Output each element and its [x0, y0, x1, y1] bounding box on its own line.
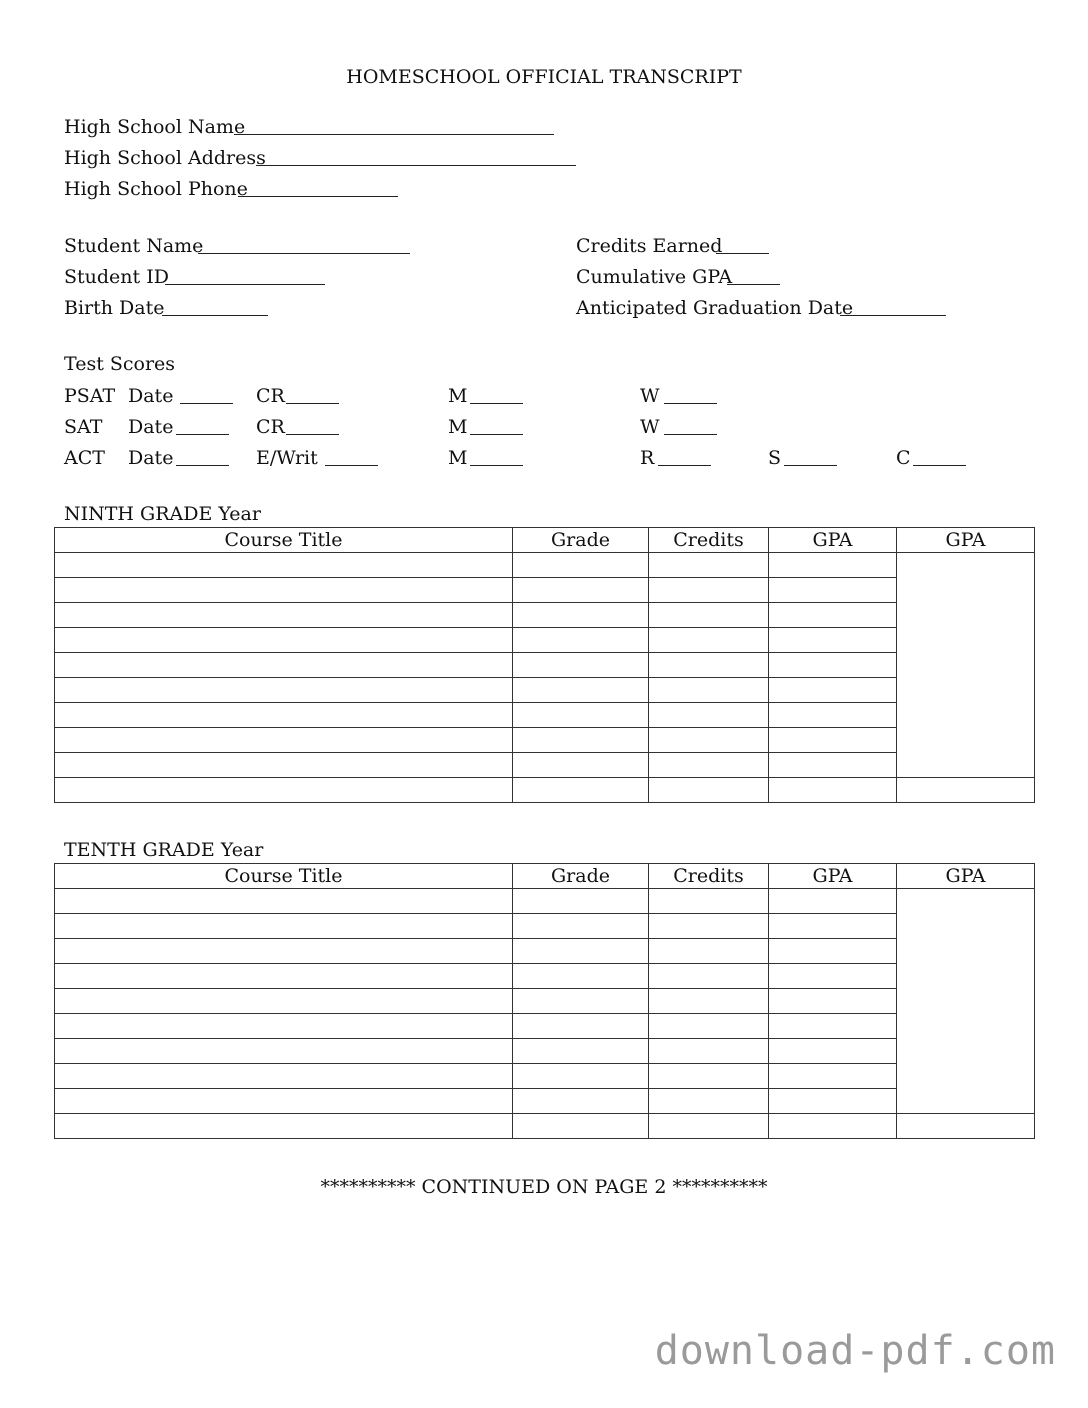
table-row — [55, 1039, 1035, 1064]
course-cell[interactable] — [55, 778, 513, 803]
credits-cell[interactable] — [649, 889, 769, 914]
credits-cell[interactable] — [649, 1064, 769, 1089]
grade-cell[interactable] — [513, 1039, 649, 1064]
table-row — [55, 1064, 1035, 1089]
act-r-label: R — [640, 447, 655, 469]
table-row — [55, 1014, 1035, 1039]
page-title: HOMESCHOOL OFFICIAL TRANSCRIPT — [346, 66, 742, 88]
cumulative-gpa-field[interactable] — [727, 284, 780, 285]
table-row — [55, 728, 1035, 753]
course-cell[interactable] — [55, 678, 513, 703]
ninth-grade-table — [54, 527, 1035, 803]
credits-cell[interactable] — [649, 1114, 769, 1139]
gpa-cell[interactable] — [769, 778, 897, 803]
gpa-cell[interactable] — [769, 989, 897, 1014]
table-header-row — [55, 864, 1035, 889]
psat-cr-label: CR — [256, 385, 285, 407]
grade-cell[interactable] — [513, 653, 649, 678]
column-header-gpa: GPA — [769, 864, 897, 889]
credits-cell[interactable] — [649, 578, 769, 603]
credits-cell[interactable] — [649, 553, 769, 578]
table-row — [55, 653, 1035, 678]
course-cell[interactable] — [55, 628, 513, 653]
gpa-cell[interactable] — [769, 728, 897, 753]
gpa-cell[interactable] — [769, 1089, 897, 1114]
course-cell[interactable] — [55, 753, 513, 778]
course-cell[interactable] — [55, 553, 513, 578]
birth-date-field[interactable] — [162, 315, 268, 316]
table-row — [55, 889, 1035, 914]
table-row — [55, 703, 1035, 728]
grade-cell[interactable] — [513, 603, 649, 628]
student-id-label: Student ID — [64, 266, 169, 288]
sat-date-label: Date — [128, 416, 174, 438]
column-header-gpa-total: GPA — [897, 528, 1035, 553]
gpa-cell[interactable] — [769, 653, 897, 678]
sat-m-field[interactable] — [470, 434, 523, 435]
sat-cr-field[interactable] — [286, 434, 339, 435]
gpa-cell[interactable] — [769, 939, 897, 964]
table-row — [55, 753, 1035, 778]
gpa-cell[interactable] — [769, 1114, 897, 1139]
credits-earned-label: Credits Earned — [576, 235, 723, 257]
table-header-row — [55, 528, 1035, 553]
table-row — [55, 678, 1035, 703]
grade-cell[interactable] — [513, 678, 649, 703]
table-row — [55, 1089, 1035, 1114]
column-header-course-title: Course Title — [55, 864, 513, 889]
gpa-cell[interactable] — [769, 678, 897, 703]
school-name-label: High School Name — [64, 116, 246, 138]
student-name-label: Student Name — [64, 235, 204, 257]
gpa-cell[interactable] — [769, 964, 897, 989]
credits-cell[interactable] — [649, 964, 769, 989]
credits-cell[interactable] — [649, 914, 769, 939]
grade-cell[interactable] — [513, 1114, 649, 1139]
column-header-credits: Credits — [649, 528, 769, 553]
ninth-grade-heading: NINTH GRADE Year — [64, 503, 261, 525]
continued-note: ********** CONTINUED ON PAGE 2 ********** — [320, 1176, 768, 1198]
psat-cr-field[interactable] — [286, 403, 339, 404]
sat-date-field[interactable] — [176, 434, 229, 435]
graduation-date-field[interactable] — [840, 315, 946, 316]
psat-date-field[interactable] — [180, 403, 233, 404]
course-cell[interactable] — [55, 1039, 513, 1064]
act-s-field[interactable] — [784, 465, 837, 466]
credits-cell[interactable] — [649, 728, 769, 753]
grade-cell[interactable] — [513, 553, 649, 578]
grade-cell[interactable] — [513, 989, 649, 1014]
course-cell[interactable] — [55, 1064, 513, 1089]
course-cell[interactable] — [55, 728, 513, 753]
grade-cell[interactable] — [513, 1089, 649, 1114]
psat-w-label: W — [640, 385, 660, 407]
table-row-total — [55, 778, 1035, 803]
gpa-total-cell[interactable] — [897, 778, 1035, 803]
act-ewrit-field[interactable] — [325, 465, 378, 466]
graduation-date-label: Anticipated Graduation Date — [576, 297, 854, 319]
table-row — [55, 553, 1035, 578]
credits-cell[interactable] — [649, 939, 769, 964]
gpa-cell[interactable] — [769, 1064, 897, 1089]
gpa-cell[interactable] — [769, 703, 897, 728]
grade-cell[interactable] — [513, 939, 649, 964]
psat-date-label: Date — [128, 385, 174, 407]
gpa-cell[interactable] — [769, 753, 897, 778]
course-cell[interactable] — [55, 964, 513, 989]
credits-cell[interactable] — [649, 1089, 769, 1114]
table-row — [55, 939, 1035, 964]
credits-cell[interactable] — [649, 1014, 769, 1039]
gpa-cell[interactable] — [769, 914, 897, 939]
school-phone-label: High School Phone — [64, 178, 248, 200]
column-header-course-title: Course Title — [55, 528, 513, 553]
grade-cell[interactable] — [513, 914, 649, 939]
gpa-total-area — [897, 553, 1035, 778]
act-ewrit-label: E/Writ — [256, 447, 318, 469]
sat-w-label: W — [640, 416, 660, 438]
act-s-label: S — [768, 447, 782, 469]
grade-cell[interactable] — [513, 703, 649, 728]
table-row — [55, 964, 1035, 989]
watermark: download-pdf.com — [654, 1328, 1056, 1374]
table-row — [55, 628, 1035, 653]
gpa-cell[interactable] — [769, 628, 897, 653]
table-row — [55, 578, 1035, 603]
course-cell[interactable] — [55, 989, 513, 1014]
student-name-field[interactable] — [198, 253, 410, 254]
grade-cell[interactable] — [513, 964, 649, 989]
course-cell[interactable] — [55, 603, 513, 628]
grade-cell[interactable] — [513, 728, 649, 753]
credits-cell[interactable] — [649, 778, 769, 803]
grade-cell[interactable] — [513, 1014, 649, 1039]
credits-cell[interactable] — [649, 703, 769, 728]
credits-cell[interactable] — [649, 1039, 769, 1064]
tenth-grade-table — [54, 863, 1035, 1139]
gpa-cell[interactable] — [769, 1039, 897, 1064]
credits-cell[interactable] — [649, 603, 769, 628]
credits-earned-field[interactable] — [716, 253, 769, 254]
credits-cell[interactable] — [649, 628, 769, 653]
credits-cell[interactable] — [649, 678, 769, 703]
column-header-credits: Credits — [649, 864, 769, 889]
act-date-field[interactable] — [176, 465, 229, 466]
gpa-cell[interactable] — [769, 603, 897, 628]
psat-w-field[interactable] — [664, 403, 717, 404]
credits-cell[interactable] — [649, 653, 769, 678]
column-header-grade: Grade — [513, 864, 649, 889]
test-scores-heading: Test Scores — [64, 353, 176, 375]
school-address-label: High School Address — [64, 147, 266, 169]
gpa-cell[interactable] — [769, 1014, 897, 1039]
table-row — [55, 603, 1035, 628]
sat-label: SAT — [64, 416, 103, 438]
credits-cell[interactable] — [649, 753, 769, 778]
table-row — [55, 914, 1035, 939]
course-cell[interactable] — [55, 703, 513, 728]
act-r-field[interactable] — [658, 465, 711, 466]
table-row — [55, 989, 1035, 1014]
cumulative-gpa-label: Cumulative GPA — [576, 266, 733, 288]
act-c-label: C — [896, 447, 911, 469]
grade-cell[interactable] — [513, 889, 649, 914]
grade-cell[interactable] — [513, 1064, 649, 1089]
act-date-label: Date — [128, 447, 174, 469]
act-m-field[interactable] — [470, 465, 523, 466]
sat-cr-label: CR — [256, 416, 285, 438]
column-header-grade: Grade — [513, 528, 649, 553]
gpa-cell[interactable] — [769, 889, 897, 914]
act-m-label: M — [448, 447, 468, 469]
grade-cell[interactable] — [513, 753, 649, 778]
course-cell[interactable] — [55, 939, 513, 964]
psat-m-field[interactable] — [470, 403, 523, 404]
course-cell[interactable] — [55, 1114, 513, 1139]
course-cell[interactable] — [55, 889, 513, 914]
sat-m-label: M — [448, 416, 468, 438]
course-cell[interactable] — [55, 1014, 513, 1039]
table-row-total — [55, 1114, 1035, 1139]
school-name-field[interactable] — [234, 134, 554, 135]
credits-cell[interactable] — [649, 989, 769, 1014]
course-cell[interactable] — [55, 578, 513, 603]
column-header-gpa-total: GPA — [897, 864, 1035, 889]
gpa-cell[interactable] — [769, 578, 897, 603]
gpa-cell[interactable] — [769, 553, 897, 578]
tenth-grade-heading: TENTH GRADE Year — [64, 839, 264, 861]
school-phone-field[interactable] — [238, 196, 398, 197]
course-cell[interactable] — [55, 653, 513, 678]
birth-date-label: Birth Date — [64, 297, 165, 319]
act-label: ACT — [64, 447, 105, 469]
psat-label: PSAT — [64, 385, 116, 407]
sat-w-field[interactable] — [664, 434, 717, 435]
act-c-field[interactable] — [913, 465, 966, 466]
grade-cell[interactable] — [513, 578, 649, 603]
column-header-gpa: GPA — [769, 528, 897, 553]
gpa-total-area — [897, 889, 1035, 1114]
course-cell[interactable] — [55, 1089, 513, 1114]
grade-cell[interactable] — [513, 778, 649, 803]
school-address-field[interactable] — [256, 165, 576, 166]
course-cell[interactable] — [55, 914, 513, 939]
student-id-field[interactable] — [165, 284, 325, 285]
grade-cell[interactable] — [513, 628, 649, 653]
psat-m-label: M — [448, 385, 468, 407]
gpa-total-cell[interactable] — [897, 1114, 1035, 1139]
